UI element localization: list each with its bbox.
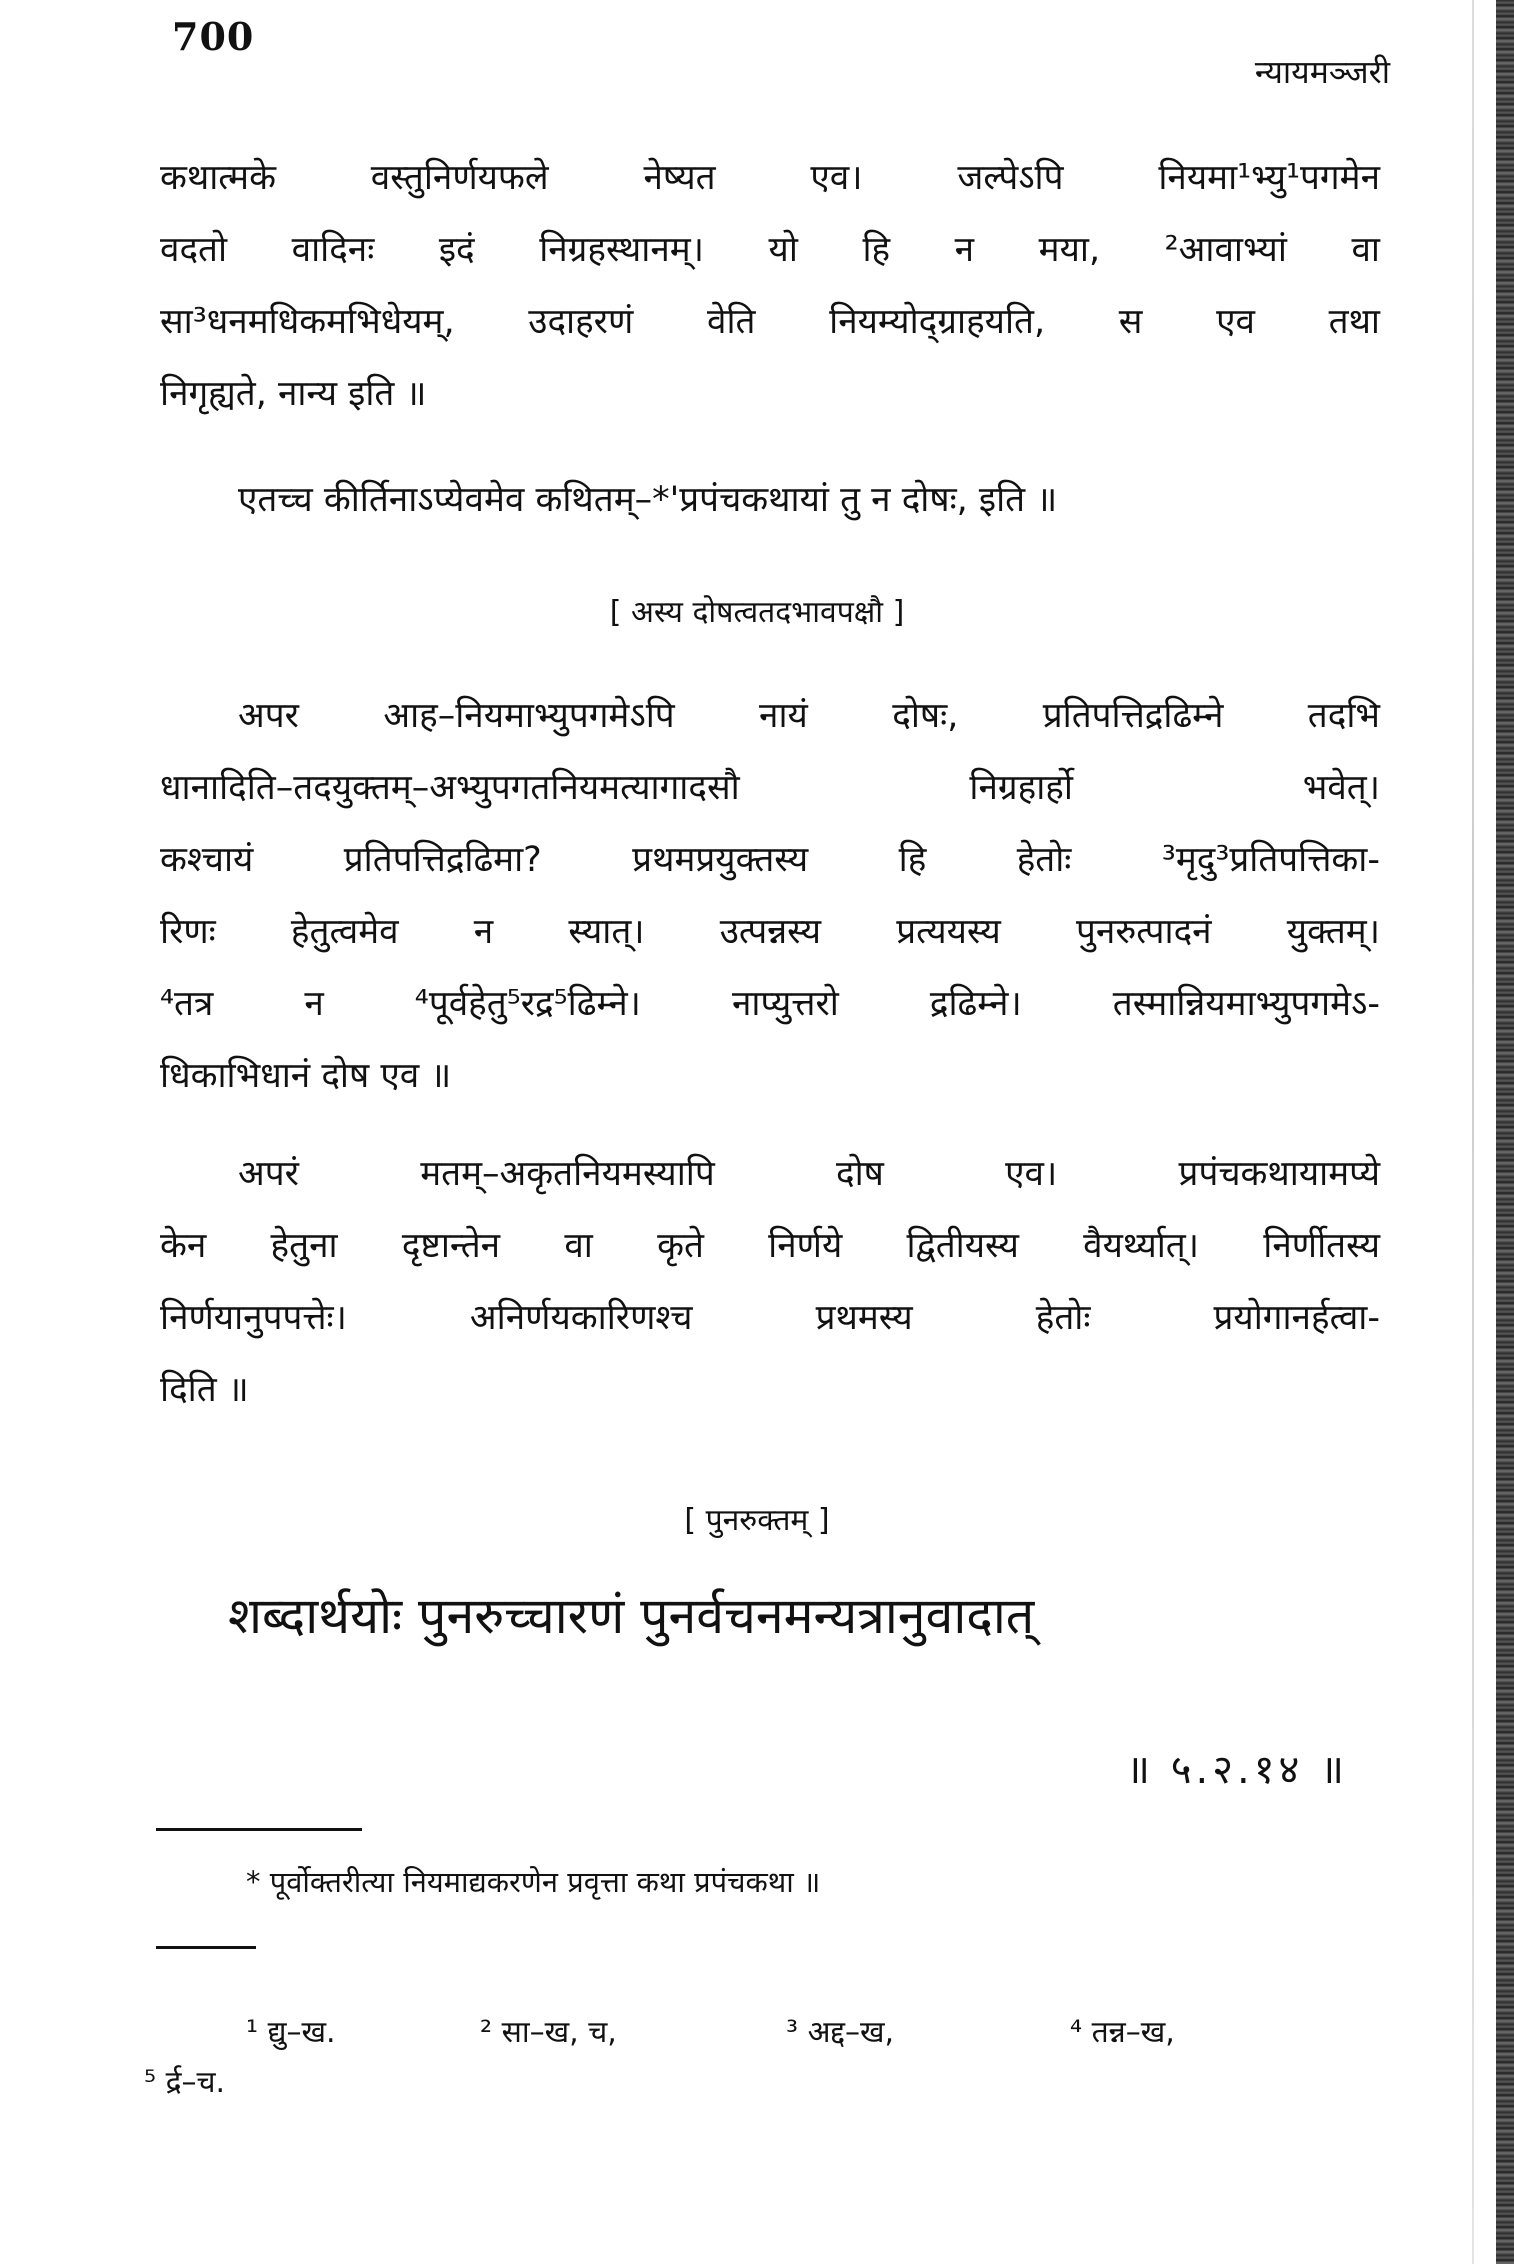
- text-line: दिति ॥: [160, 1370, 249, 1410]
- running-head: न्यायमञ्जरी: [1254, 53, 1390, 91]
- page-fold-shadow: [1472, 0, 1474, 2264]
- text-line: कश्चायं प्रतिपत्तिद्रढिमा? प्रथमप्रयुक्तस्य हि हेतोः ³मृदु³प्रतिपत्तिका-: [160, 840, 1380, 880]
- paragraph-1: [160, 142, 1380, 430]
- text-line: धिकाभिधानं दोष एव ॥: [160, 1056, 452, 1096]
- footnote: * पूर्वोक्तरीत्या नियमाद्यकरणेन प्रवृत्ता कथा प्रपंचकथा ॥: [246, 1865, 821, 1899]
- variant-reading: ³ अद्द–ख,: [786, 2015, 895, 2050]
- paragraph-3: [160, 680, 1380, 1112]
- footnote-divider: [156, 1828, 362, 1831]
- text-line: ⁴तत्र न ⁴पूर्वहेतु⁵रद्र⁵ढिम्ने। नाप्युत्तरो द्रढिम्ने। तस्मान्नियमाभ्युपगमेऽ-: [160, 984, 1380, 1024]
- text-line: निर्णयानुपपत्तेः। अनिर्णयकारिणश्च प्रथमस्य हेतोः प्रयोगानर्हत्वा-: [160, 1298, 1380, 1338]
- paragraph-4: [160, 1138, 1380, 1426]
- variant-reading: ² सा–ख, च,: [480, 2015, 617, 2050]
- text-line: अपरं मतम्–अकृतनियमस्यापि दोष एव। प्रपंचकथायामप्ये: [238, 1154, 1380, 1194]
- text-line: कथात्मके वस्तुनिर्णयफले नेष्यत एव। जल्पेऽपि नियमा¹भ्यु¹पगमेन: [160, 158, 1380, 198]
- text-line: केन हेतुना दृष्टान्तेन वा कृते निर्णये द्वितीयस्य वैयर्थ्यात्। निर्णीतस्य: [160, 1226, 1380, 1266]
- text-line: निगृह्यते, नान्य इति ॥: [160, 374, 427, 414]
- variant-reading: ¹ द्यु–ख.: [246, 2015, 336, 2050]
- text-line: रिणः हेतुत्वमेव न स्यात्। उत्पन्नस्य प्रत्ययस्य पुनरुत्पादनं युक्तम्।: [160, 912, 1380, 952]
- text-line: वदतो वादिनः इदं निग्रहस्थानम्। यो हि न मया, ²आवाभ्यां वा: [160, 230, 1380, 270]
- section-heading-1: [ अस्य दोषत्वतदभावपक्षौ ]: [609, 595, 905, 630]
- sutra-number: ॥ ५.२.१४ ॥: [1126, 1747, 1348, 1793]
- text-line: सा³धनमधिकमभिधेयम्, उदाहरणं वेति नियम्योद्ग्राहयति, स एव तथा: [160, 302, 1380, 342]
- sutra-text: शब्दार्थयोः पुनरुच्चारणं पुनर्वचनमन्यत्रानुवादात्: [228, 1587, 1035, 1645]
- paragraph-2: [160, 464, 1380, 536]
- book-spine-edge: [1496, 0, 1514, 2264]
- variant-reading: ⁴ तन्न–ख,: [1070, 2015, 1175, 2050]
- variants-divider: [156, 1946, 256, 1949]
- text-line: एतच्च कीर्तिनाऽप्येवमेव कथितम्–*'प्रपंचकथायां तु न दोषः, इति ॥: [238, 480, 1058, 520]
- variant-reading: ⁵ र्द्र–च.: [144, 2065, 226, 2100]
- text-line: अपर आह–नियमाभ्युपगमेऽपि नायं दोषः, प्रतिपत्तिद्रढिम्ने तदभि: [238, 696, 1380, 736]
- text-line: धानादिति–तदयुक्तम्–अभ्युपगतनियमत्यागादसौ निग्रहार्हो भवेत्।: [160, 768, 1380, 808]
- section-heading-2: [ पुनरुक्तम् ]: [684, 1503, 830, 1538]
- page-number: 700: [172, 14, 255, 59]
